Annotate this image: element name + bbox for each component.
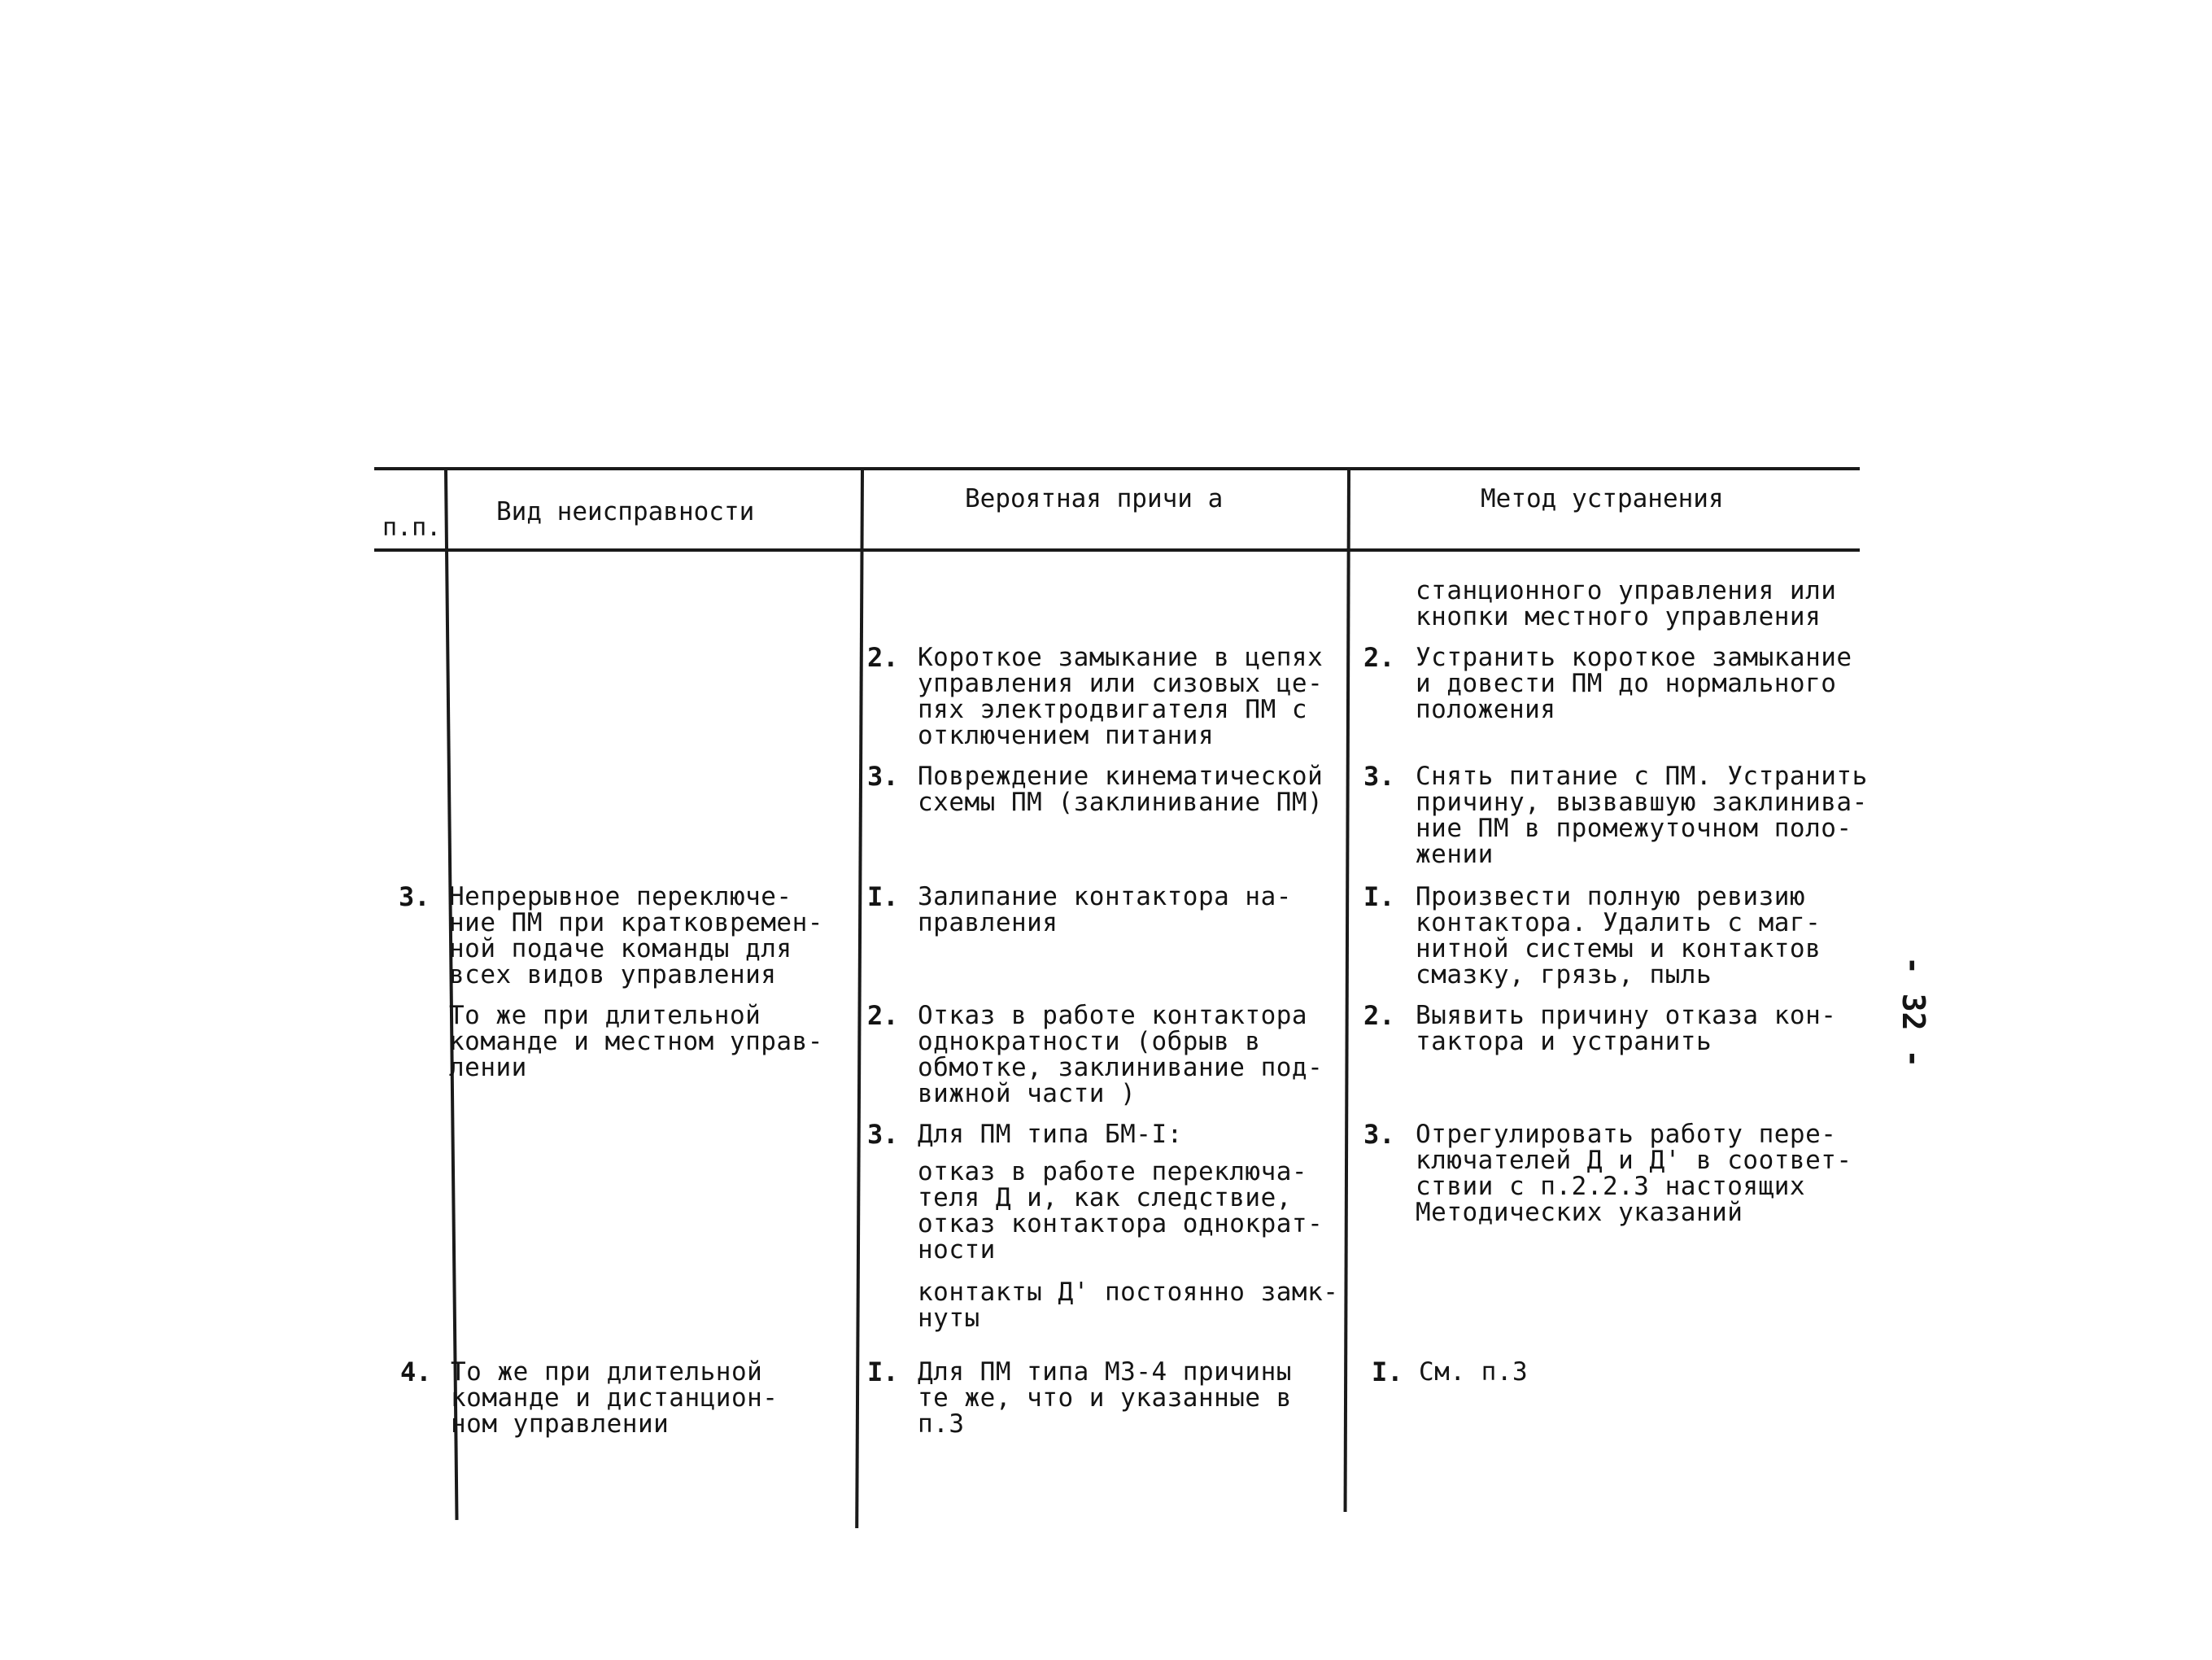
method-text: См. п.3 (1419, 1357, 1529, 1387)
method-number: 2. (1363, 642, 1395, 673)
cause-text: отказ в работе переключа- теля Д и, как следствие, отказ контактора однократ- ности (918, 1157, 1324, 1265)
table-top-rule (374, 467, 1860, 470)
cause-number: 3. (867, 761, 899, 792)
cause-text: контакты Д' постоянно замк- нуты (918, 1278, 1339, 1333)
method-text: Снять питание с ПМ. Устранить причину, вызвавшую заклинива- ние ПМ в промежуточном поло- жении (1416, 762, 1868, 869)
fault-text: То же при длительной команде и местном управ- лении (449, 1001, 823, 1082)
method-number: 2. (1363, 1000, 1395, 1031)
cause-number: I. (867, 881, 899, 912)
header-num: п.п. (382, 513, 442, 542)
fault-text: То же при длительной команде и дистанцион- ном управлении (451, 1357, 779, 1439)
cause-text: Повреждение кинематической схемы ПМ (заклинивание ПМ) (918, 762, 1324, 817)
cause-number: 2. (867, 1000, 899, 1031)
method-number: 3. (1363, 761, 1395, 792)
method-number: I. (1363, 881, 1395, 912)
method-text: Произвести полную ревизию контактора. Удалить с маг- нитной системы и контактов смазку, грязь, пыль (1416, 882, 1822, 989)
column-divider-2 (855, 470, 864, 1528)
method-continuation: станционного управления или кнопки местного управления (1416, 576, 1837, 631)
cause-text: Залипание контактора на- правления (918, 882, 1292, 937)
row-number: 3. (399, 881, 430, 912)
cause-number: I. (867, 1356, 899, 1387)
method-text: Выявить причину отказа кон- тактора и устранить (1416, 1001, 1837, 1056)
cause-text: Для ПМ типа БМ-I: (918, 1120, 1183, 1149)
header-bottom-rule (374, 548, 1860, 552)
cause-text: Для ПМ типа МЗ-4 причины те же, что и указанные в п.3 (918, 1357, 1292, 1439)
cause-text: Отказ в работе контактора однократности (обрыв в обмотке, заклинивание под- вижной части ) (918, 1001, 1324, 1108)
fault-text: Непрерывное переключе- ние ПМ при кратковремен- ной подаче команды для всех видов управления (449, 882, 823, 989)
method-text: Устранить короткое замыкание и довести ПМ до нормального положения (1416, 643, 1852, 724)
method-number: 3. (1363, 1119, 1395, 1150)
cause-text: Короткое замыкание в цепях управления или сизовых це- пях электродвигателя ПМ с отключением питания (918, 643, 1324, 750)
page-number (1896, 956, 1944, 1068)
cause-number: 3. (867, 1119, 899, 1150)
header-probable-cause: Вероятная причи а (965, 484, 1224, 513)
method-number: I. (1372, 1356, 1403, 1387)
row-number: 4. (400, 1356, 432, 1387)
method-text: Отрегулировать работу пере- ключателей Д и Д' в соответ- ствии с п.2.2.3 настоящих Методических указаний (1416, 1120, 1852, 1227)
column-divider-3 (1344, 470, 1350, 1512)
cause-number: 2. (867, 642, 899, 673)
header-fault-type: Вид неисправности (496, 497, 755, 526)
header-fix-method: Метод устранения (1481, 484, 1724, 513)
page-number-text: - 32 - (1896, 956, 1931, 1068)
